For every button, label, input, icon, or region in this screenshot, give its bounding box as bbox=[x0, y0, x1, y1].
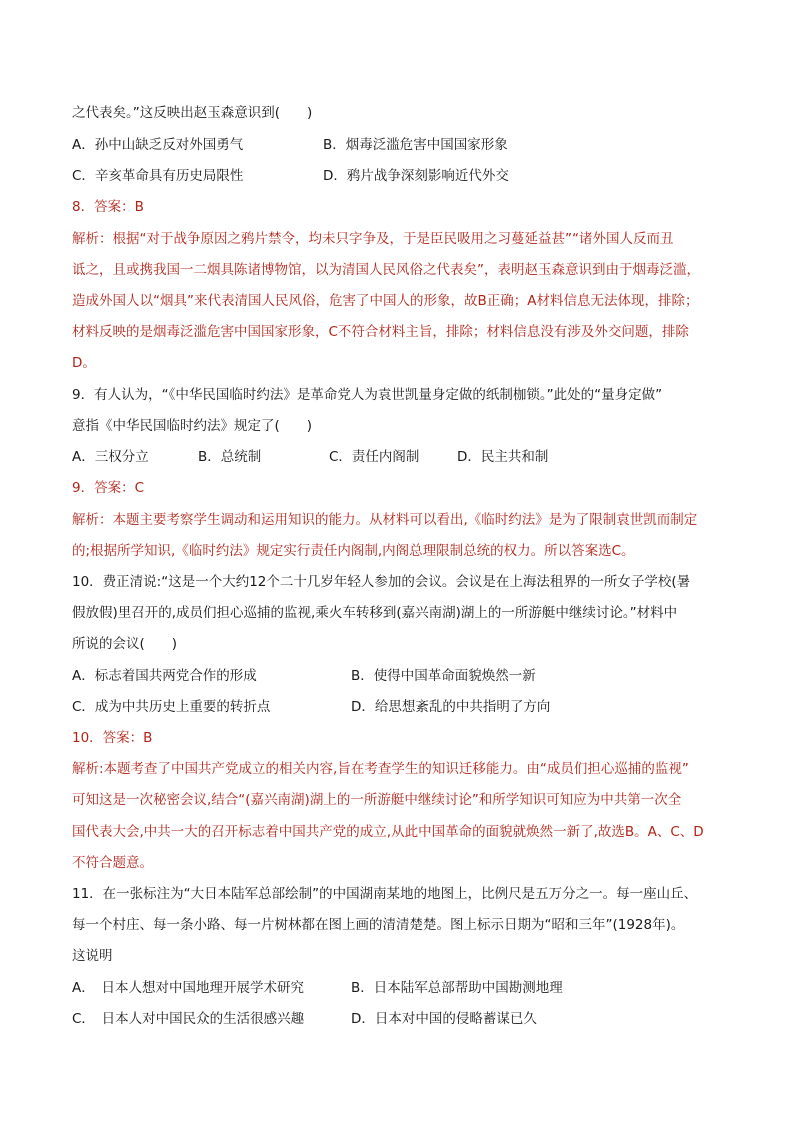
q7-stem-tail: 之代表矣。”这反映出赵玉森意识到( ) bbox=[72, 105, 313, 121]
analysis-8-line-1: 解析：根据“对于战争原因之鸦片禁令，均未只字争及，于是臣民吸用之习蔓延益甚”“诸外国人反而丑 bbox=[72, 231, 674, 247]
q9-option-c: C．责任内阁制 bbox=[329, 449, 420, 465]
q10-option-c: C．成为中共历史上重要的转折点 bbox=[72, 699, 271, 715]
q9-stem-line-2: 意指《中华民国临时约法》规定了( ) bbox=[72, 418, 313, 434]
q10-option-d: D．给思想紊乱的中共指明了方向 bbox=[351, 699, 551, 715]
q7-option-d: D．鸦片战争深刻影响近代外交 bbox=[323, 168, 509, 184]
analysis-10-line-4: 不符合题意。 bbox=[72, 855, 153, 871]
answer-10: 10．答案：B bbox=[72, 730, 153, 746]
q9-option-a: A．三权分立 bbox=[72, 449, 149, 465]
analysis-8-line-2: 诋之，且或携我国一二烟具陈诸博物馆，以为清国人民风俗之代表矣”，表明赵玉森意识到由于烟毒泛滥， bbox=[72, 262, 700, 278]
q11-stem-line-3: 这说明 bbox=[72, 948, 113, 964]
q7-option-c: C．辛亥革命具有历史局限性 bbox=[72, 168, 244, 184]
q10-stem-line-1: 10．费正清说:“这是一个大约12个二十几岁年轻人参加的会议。会议是在上海法租界的一所女子学校(暑 bbox=[72, 574, 691, 590]
q11-option-d: D．日本对中国的侵略蓄谋已久 bbox=[351, 1011, 537, 1027]
q11-option-b: B．日本陆军总部帮助中国勘测地理 bbox=[351, 980, 563, 996]
q11-stem-line-2: 每一个村庄、每一条小路、每一片树林都在图上画的清清楚楚。图上标示日期为“昭和三年”(1928年)。 bbox=[72, 917, 685, 933]
q9-option-b: B．总统制 bbox=[198, 449, 262, 465]
q11-option-c: C． 日本人对中国民众的生活很感兴趣 bbox=[72, 1011, 305, 1027]
q10-option-b: B．使得中国革命面貌焕然一新 bbox=[351, 668, 536, 684]
q10-stem-line-3: 所说的会议( ) bbox=[72, 636, 178, 652]
analysis-9-line-2: 的;根据所学知识,《临时约法》规定实行责任内阁制,内阁总理限制总统的权力。所以答案选C。 bbox=[72, 543, 635, 559]
q11-option-a: A． 日本人想对中国地理开展学术研究 bbox=[72, 980, 304, 996]
analysis-9-line-1: 解析：本题主要考察学生调动和运用知识的能力。从材料可以看出,《临时约法》是为了限制袁世凯而制定 bbox=[72, 512, 698, 528]
q7-option-a: A．孙中山缺乏反对外国勇气 bbox=[72, 137, 244, 153]
analysis-8-line-3: 造成外国人以“烟具”来代表清国人民风俗，危害了中国人的形象，故B正确；A材料信息无法体现，排除； bbox=[72, 293, 699, 309]
q7-option-b: B．烟毒泛滥危害中国国家形象 bbox=[323, 137, 508, 153]
answer-9: 9．答案：C bbox=[72, 480, 145, 496]
answer-8: 8．答案：B bbox=[72, 199, 144, 215]
analysis-10-line-3: 国代表大会,中共一大的召开标志着中国共产党的成立,从此中国革命的面貌就焕然一新了,故选B。A、C、D bbox=[72, 824, 704, 840]
analysis-8-line-4: 材料反映的是烟毒泛滥危害中国国家形象，C不符合材料主旨，排除；材料信息没有涉及外交问题，排除 bbox=[72, 324, 689, 340]
analysis-8-line-5: D。 bbox=[72, 355, 96, 371]
q9-option-d: D．民主共和制 bbox=[457, 449, 549, 465]
q10-option-a: A．标志着国共两党合作的形成 bbox=[72, 668, 257, 684]
q9-stem-line-1: 9．有人认为，“《中华民国临时约法》是革命党人为袁世凯量身定做的纸制枷锁。”此处的“量身定做” bbox=[72, 387, 663, 403]
analysis-10-line-1: 解析:本题考查了中国共产党成立的相关内容,旨在考查学生的知识迁移能力。由“成员们担心巡捕的监视” bbox=[72, 761, 689, 777]
q10-stem-line-2: 假放假)里召开的,成员们担心巡捕的监视,乘火车转移到(嘉兴南湖)湖上的一所游艇中继续讨论。”材料中 bbox=[72, 605, 678, 621]
analysis-10-line-2: 可知这是一次秘密会议,结合“(嘉兴南湖)湖上的一所游艇中继续讨论”和所学知识可知应为中共第一次全 bbox=[72, 792, 682, 808]
q11-stem-line-1: 11．在一张标注为“大日本陆军总部绘制”的中国湖南某地的地图上，比例尺是五万分之一。每一座山丘、 bbox=[72, 886, 698, 902]
